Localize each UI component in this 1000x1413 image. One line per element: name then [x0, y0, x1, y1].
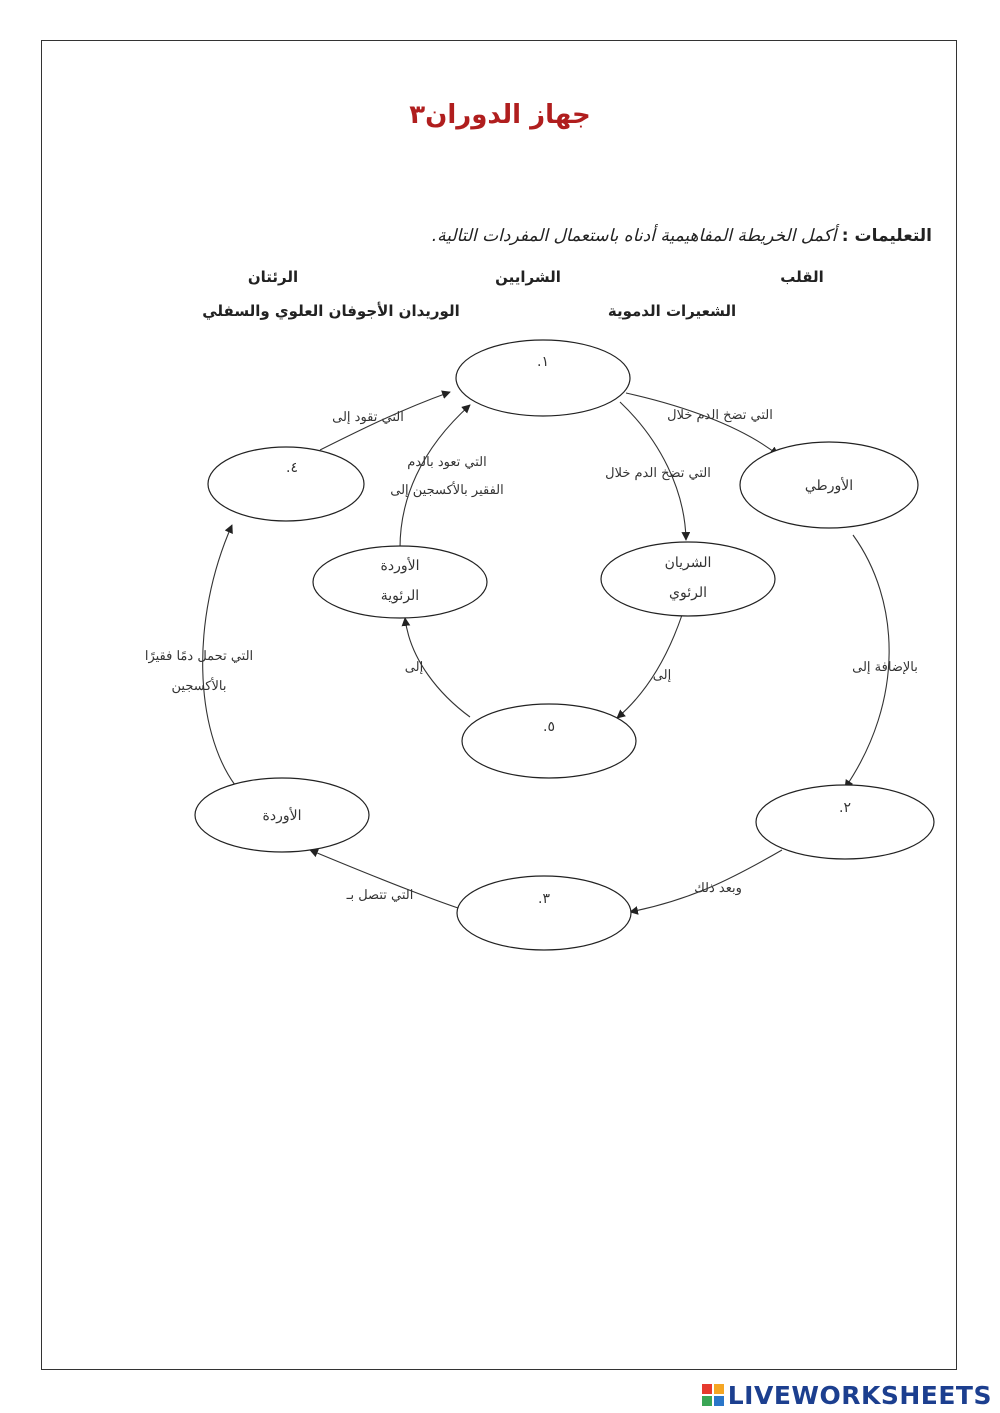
- word-bank-item: القلب: [780, 268, 824, 286]
- node-5: [462, 704, 636, 778]
- link-to-left: إلى: [404, 660, 424, 675]
- node-aorta-label: الأورطي: [804, 478, 854, 494]
- arrow-pulmonary-veins-to-heart: [400, 405, 470, 548]
- arrow-pulmonary-artery-to-5: [617, 615, 682, 718]
- node-3: [457, 876, 631, 950]
- word-bank-item: الشرايين: [495, 268, 561, 286]
- link-carries-poor-1: التي تحمل دمًا فقيرًا: [144, 649, 254, 664]
- brand-name: LIVEWORKSHEETS: [727, 1380, 992, 1410]
- node-pulmonary-artery: [601, 542, 775, 616]
- link-pumps-through-1: التي تضخ الدم خلال: [667, 408, 773, 423]
- arrow-heart-to-aorta: [626, 393, 778, 455]
- instructions-text: أكمل الخريطة المفاهيمية أدناه باستعمال المفردات التالية.: [431, 226, 837, 246]
- link-pumps-through-2: التي تضخ الدم خلال: [605, 466, 711, 481]
- instructions-label: التعليمات :: [841, 226, 932, 246]
- link-returns-blood-1: التي تعود بالدم: [407, 455, 487, 470]
- node-2: [756, 785, 934, 859]
- liveworksheets-logo-icon: [702, 1384, 724, 1406]
- node-3-label: ٣.: [538, 891, 550, 907]
- node-pulmonary-veins-label-2: الرئوية: [380, 588, 420, 604]
- word-bank-item: الوريدان الأجوفان العلوي والسفلي: [202, 302, 460, 320]
- node-pulmonary-veins-label-1: الأوردة: [380, 558, 420, 574]
- node-pulmonary-veins: [313, 546, 487, 618]
- node-4: [208, 447, 364, 521]
- link-carries-poor-2: بالأكسجين: [171, 679, 227, 694]
- link-connects-with: التي تتصل بـ: [346, 888, 414, 903]
- node-veins: [195, 778, 369, 852]
- node-pulmonary-artery-label-2: الرئوي: [669, 585, 707, 601]
- node-2-label: ٢.: [839, 800, 851, 816]
- link-leads-to: التي تقود إلى: [332, 410, 404, 425]
- link-after-that: وبعد ذلك: [694, 881, 742, 896]
- node-1-label: ١.: [537, 354, 549, 370]
- footer-brand: [702, 1378, 992, 1412]
- node-5-label: ٥.: [543, 719, 555, 735]
- node-aorta: [740, 442, 918, 528]
- link-to-right: إلى: [652, 668, 672, 683]
- link-in-addition-to: بالإضافة إلى: [852, 660, 918, 675]
- node-4-label: ٤.: [286, 460, 298, 476]
- page-title: جهاز الدوران٣: [409, 100, 591, 130]
- word-bank-item: الشعيرات الدموية: [607, 302, 737, 320]
- link-returns-blood-2: الفقير بالأكسجين إلى: [390, 483, 504, 498]
- node-1: [456, 340, 630, 416]
- word-bank-item: الرئتان: [247, 268, 299, 286]
- node-pulmonary-artery-label-1: الشريان: [664, 555, 712, 571]
- node-veins-label: الأوردة: [262, 808, 302, 824]
